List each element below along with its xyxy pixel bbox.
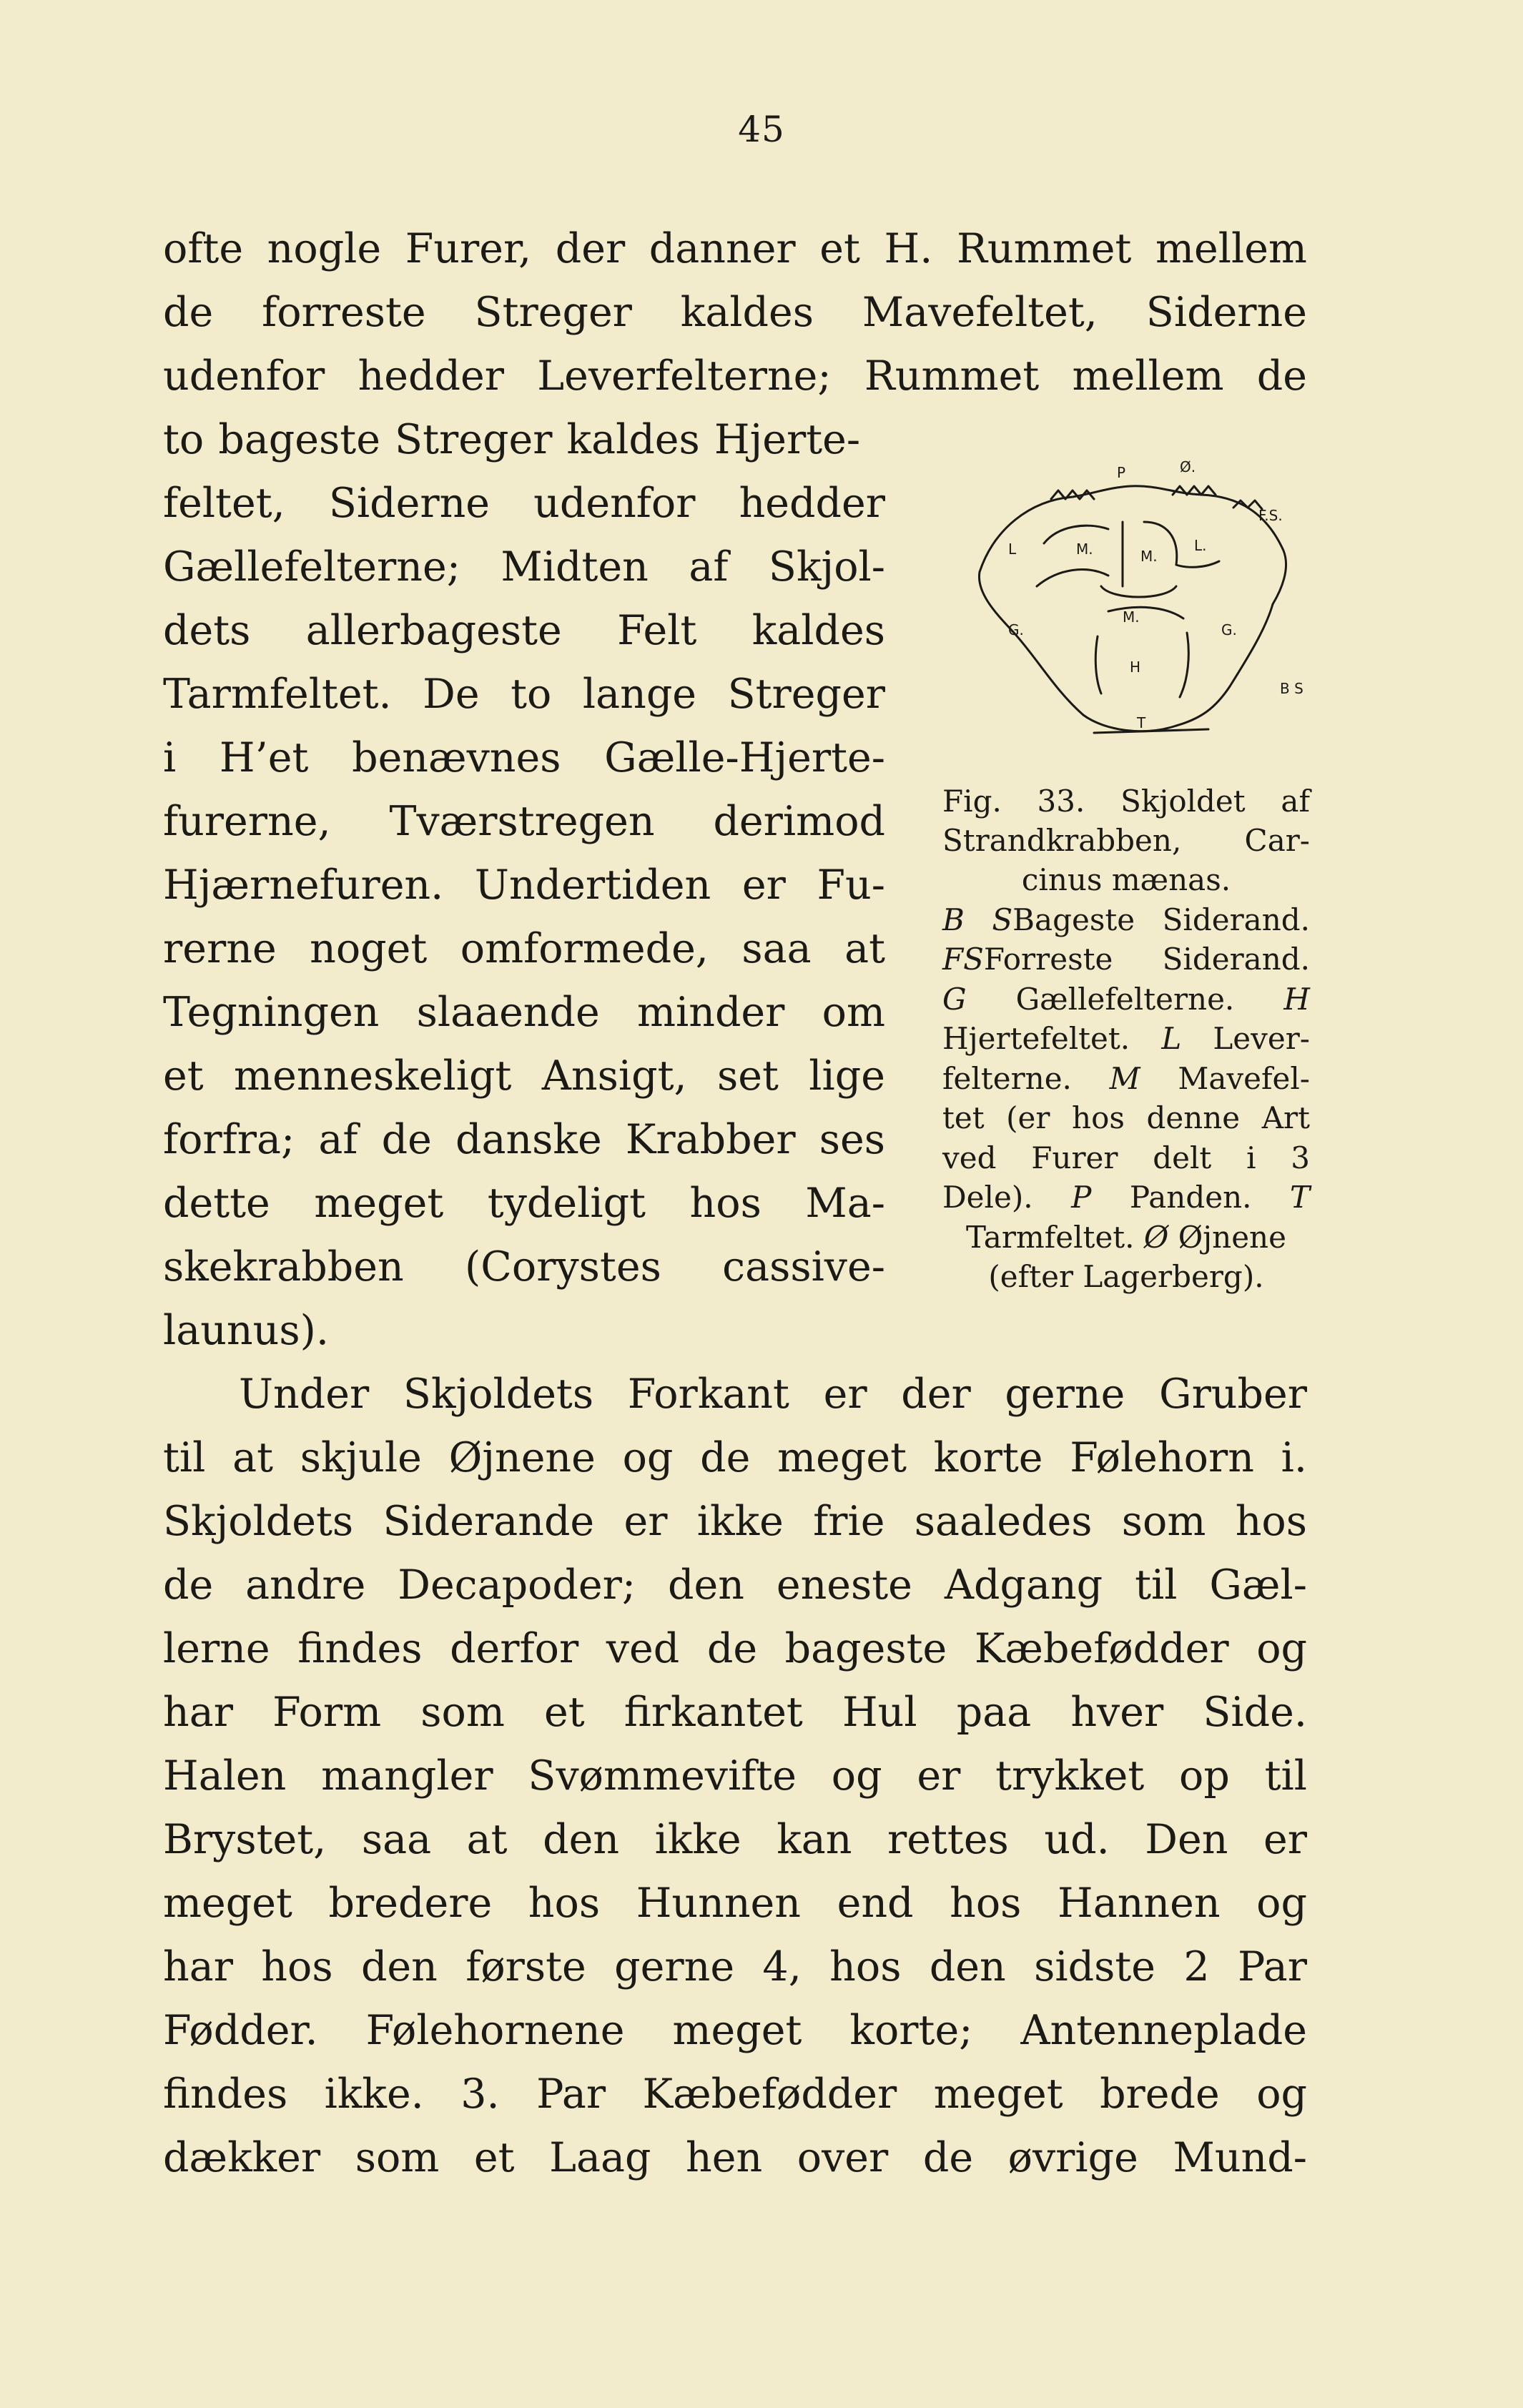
body-line: meget bredere hos Hunnen end hos Hannen og	[163, 1880, 1307, 1927]
body-line: Under Skjoldets Forkant er der gerne Gruber	[239, 1371, 1307, 1418]
figure-caption-line: Strandkrabben, Car-	[942, 823, 1310, 858]
body-line: Fødder. Følehornene meget korte; Antenneplade	[163, 2007, 1307, 2054]
caption-text: Hjertefeltet.	[942, 1021, 1130, 1056]
body-line: Hjærnefuren. Undertiden er Fu-	[163, 862, 885, 909]
caption-text: Øjnene	[1178, 1220, 1286, 1255]
body-line: dækker som et Laag hen over de øvrige Mund-	[163, 2134, 1307, 2181]
figure-caption-line: ved Furer delt i 3	[942, 1140, 1310, 1175]
label-o: Ø.	[1180, 458, 1196, 475]
caption-text: Bageste Siderand.	[1012, 902, 1310, 937]
carapace-figure	[930, 443, 1330, 779]
caption-abbr: B S	[942, 902, 1013, 937]
body-line: til at skjule Øjnene og de meget korte Følehorn i.	[163, 1434, 1307, 1481]
body-line: ofte nogle Furer, der danner et H. Rummet mellem	[163, 225, 1307, 272]
caption-text: Lever-	[1213, 1021, 1310, 1056]
label-p: P	[1117, 464, 1126, 481]
label-bs: B S	[1280, 680, 1303, 697]
body-line: de forreste Streger kaldes Mavefeltet, Siderne	[163, 289, 1307, 336]
figure-caption-line	[942, 942, 1310, 977]
figure-caption-line	[942, 1220, 1310, 1255]
body-line: Tegningen slaaende minder om	[163, 989, 885, 1036]
body-line: Gællefelterne; Midten af Skjol-	[163, 543, 885, 591]
caption-abbr: M	[1109, 1061, 1140, 1096]
label-g-left: G.	[1008, 621, 1024, 638]
caption-text: Forreste Siderand.	[983, 942, 1310, 977]
caption-abbr: Ø	[1143, 1220, 1169, 1255]
caption-text: Gællefelterne.	[1015, 982, 1235, 1017]
caption-text: Dele).	[942, 1180, 1033, 1215]
body-line: udenfor hedder Leverfelterne; Rummet mellem de	[163, 352, 1307, 400]
caption-text: felterne.	[942, 1061, 1072, 1096]
caption-abbr: P	[1071, 1180, 1092, 1215]
figure-caption-line	[942, 1021, 1310, 1056]
figure-caption-line: cinus mænas.	[1021, 862, 1231, 897]
label-m-left: M.	[1076, 541, 1093, 558]
label-h: H	[1130, 658, 1141, 676]
body-line: dette meget tydeligt hos Ma-	[163, 1180, 885, 1227]
label-t: T	[1137, 714, 1146, 731]
figure-caption-line	[942, 1061, 1310, 1096]
label-l-right: L.	[1194, 537, 1207, 554]
body-line: findes ikke. 3. Par Kæbefødder meget brede og	[163, 2071, 1307, 2118]
caption-abbr: T	[1289, 1180, 1310, 1215]
body-line: har hos den første gerne 4, hos den sidste 2 Par	[163, 1943, 1307, 1990]
body-line: skekrabben (Corystes cassive-	[163, 1243, 885, 1291]
body-line: et menneskeligt Ansigt, set lige	[163, 1052, 885, 1100]
body-line: forfra; af de danske Krabber ses	[163, 1116, 885, 1163]
body-line: feltet, Siderne udenfor hedder	[163, 480, 885, 527]
body-line: de andre Decapoder; den eneste Adgang til Gæl-	[163, 1561, 1307, 1609]
caption-text: Panden.	[1129, 1180, 1252, 1215]
body-line: Tarmfeltet. De to lange Streger	[163, 671, 885, 718]
caption-abbr: H	[1283, 982, 1310, 1017]
figure-caption-line: tet (er hos denne Art	[942, 1100, 1310, 1135]
caption-text: Mavefel-	[1178, 1061, 1310, 1096]
caption-abbr: G	[942, 982, 967, 1017]
body-line: Halen mangler Svømmevifte og er trykket op til	[163, 1752, 1307, 1800]
label-m-center: M.	[1123, 608, 1140, 626]
body-line: to bageste Streger kaldes Hjerte-	[163, 416, 861, 463]
body-line: har Form som et firkantet Hul paa hver Side.	[163, 1689, 1307, 1736]
label-l-left: L	[1008, 541, 1017, 558]
body-line: launus).	[163, 1307, 329, 1354]
page-number: 45	[738, 109, 785, 150]
body-line: Brystet, saa at den ikke kan rettes ud. Den er	[163, 1816, 1307, 1863]
body-line: rerne noget omformede, saa at	[163, 925, 885, 972]
caption-abbr: L	[1161, 1021, 1182, 1056]
label-g-right: G.	[1221, 621, 1237, 638]
figure-caption-line	[942, 1180, 1310, 1215]
figure-caption-line: (efter Lagerberg).	[988, 1259, 1264, 1294]
body-line: lerne findes derfor ved de bageste Kæbefødder og	[163, 1625, 1307, 1672]
body-line: dets allerbageste Felt kaldes	[163, 607, 885, 654]
label-m-right: M.	[1140, 548, 1158, 565]
label-fs: F.S.	[1258, 507, 1283, 524]
body-line: Skjoldets Siderande er ikke frie saaledes som hos	[163, 1498, 1307, 1545]
figure-caption-line	[942, 982, 1310, 1017]
caption-text: Tarmfeltet.	[966, 1220, 1135, 1255]
figure-caption-line	[942, 902, 1310, 937]
figure-caption-line: Fig. 33. Skjoldet af	[942, 784, 1310, 819]
caption-abbr: FS	[942, 942, 984, 977]
carapace-diagram	[930, 443, 1330, 779]
body-line: furerne, Tværstregen derimod	[163, 798, 885, 845]
body-line: i H’et benævnes Gælle-Hjerte-	[163, 734, 885, 781]
